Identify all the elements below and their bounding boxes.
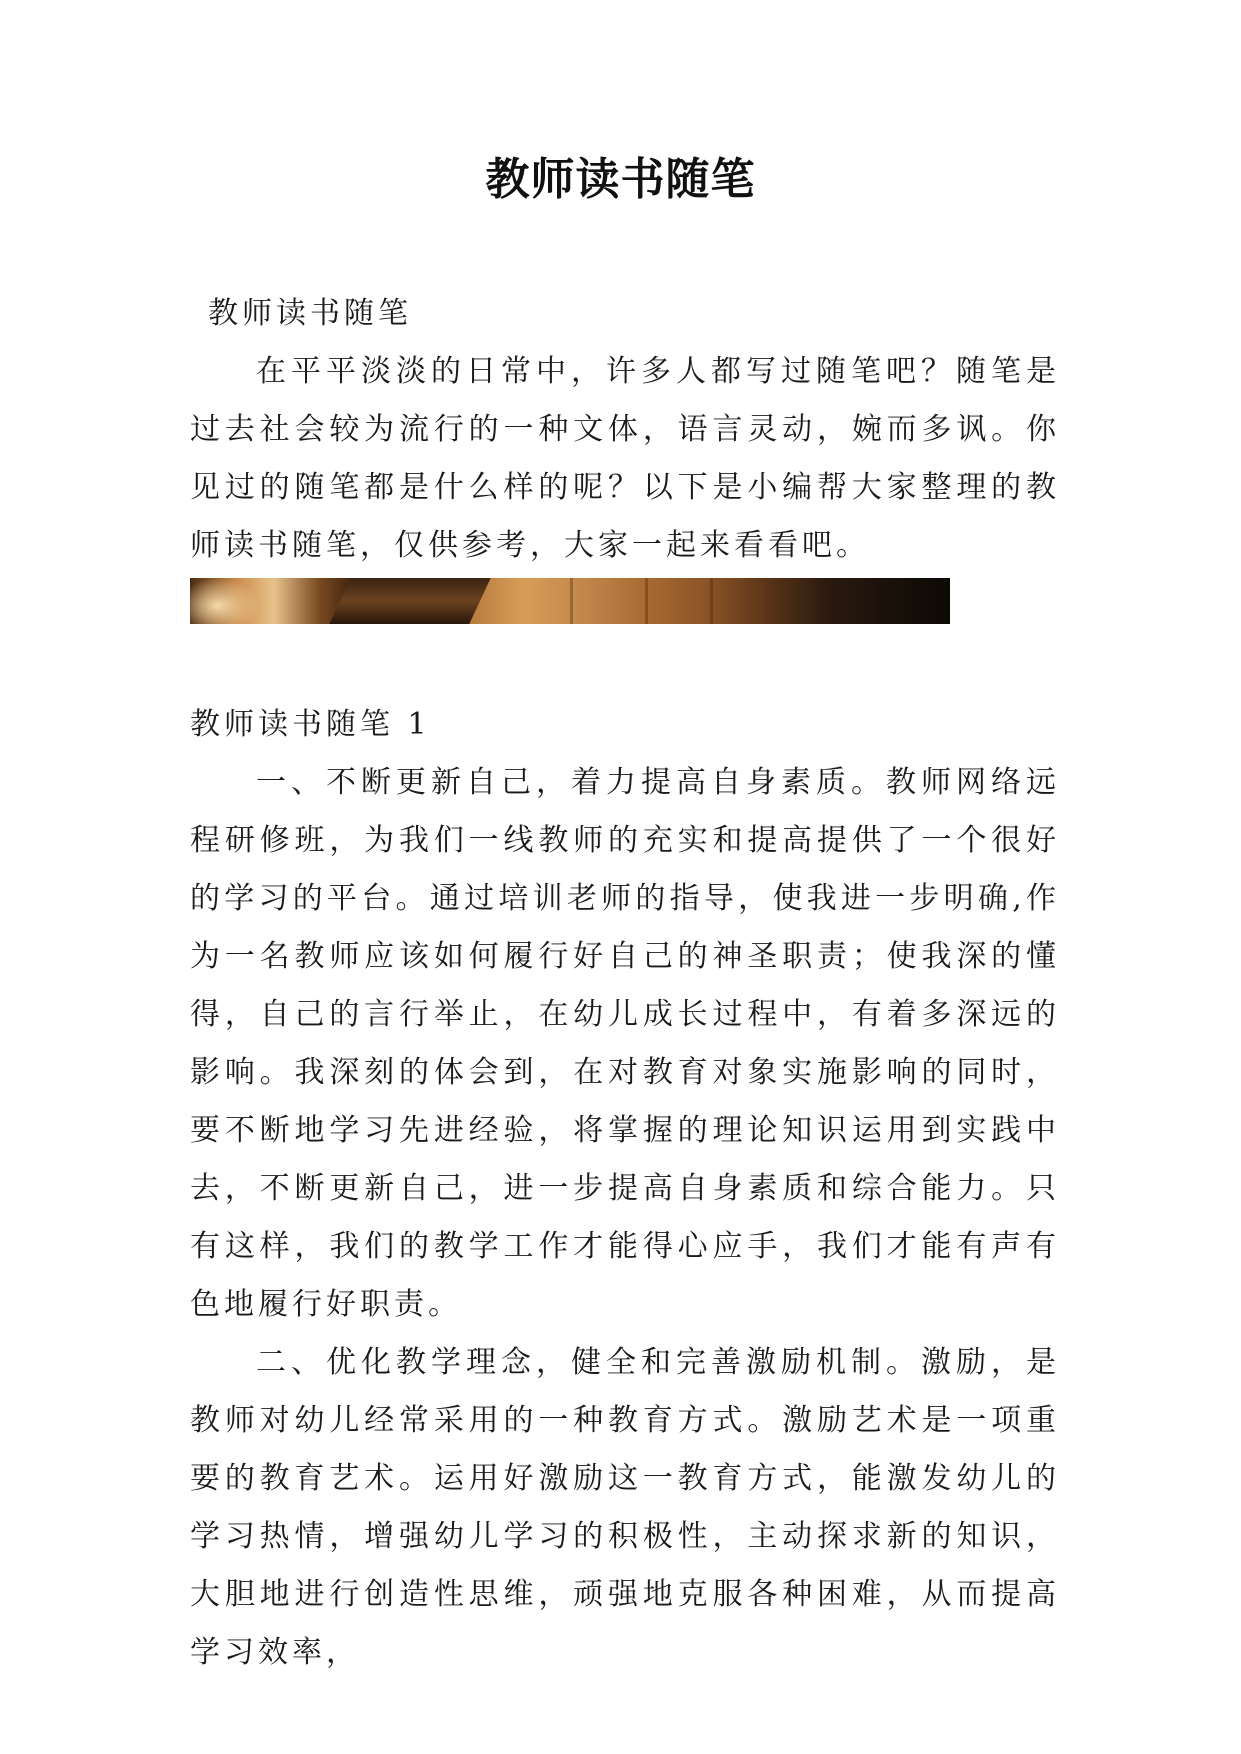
document-body [190, 285, 1060, 1682]
section-heading: 教师读书随笔 1 [190, 707, 431, 742]
document-title: 教师读书随笔 [485, 154, 756, 205]
banner-wood-grain [710, 578, 713, 624]
book-banner-image [190, 578, 950, 624]
banner-book-shape [329, 578, 490, 624]
intro-paragraph: 在平平淡淡的日常中，许多人都写过随笔吧？随笔是过去社会较为流行的一种文体，语言灵动，婉而多讽。你见过的随笔都是什么样的呢？以下是小编帮大家整理的教师读书随笔，仅供参考，大家一起来看看吧。 [190, 354, 1060, 563]
section-paragraph: 一、不断更新自己，着力提高自身素质。教师网络远程研修班，为我们一线教师的充实和提高提供了一个很好的学习的平台。通过培训老师的指导，使我进一步明确,作为一名教师应该如何履行好自己的神圣职责；使我深的懂得，自己的言行举止，在幼儿成长过程中，有着多深远的影响。我深刻的体会到，在对教育对象实施影响的同时，要不断地学习先进经验，将掌握的理论知识运用到实践中去，不断更新自己，进一步提高自身素质和综合能力。只有这样，我们的教学工作才能得心应手，我们才能有声有色地履行好职责。 [190, 765, 1060, 1322]
banner-light [190, 578, 260, 624]
document-subtitle: 教师读书随笔 [208, 296, 412, 331]
banner-wood-grain [645, 578, 648, 624]
section-paragraph: 二、优化教学理念，健全和完善激励机制。激励，是教师对幼儿经常采用的一种教育方式。激励艺术是一项重要的教育艺术。运用好激励这一教育方式，能激发幼儿的学习热情，增强幼儿学习的积极性，主动探求新的知识，大胆地进行创造性思维，顽强地克服各种困难，从而提高学习效率， [190, 1345, 1060, 1670]
banner-wood-grain [570, 578, 573, 624]
